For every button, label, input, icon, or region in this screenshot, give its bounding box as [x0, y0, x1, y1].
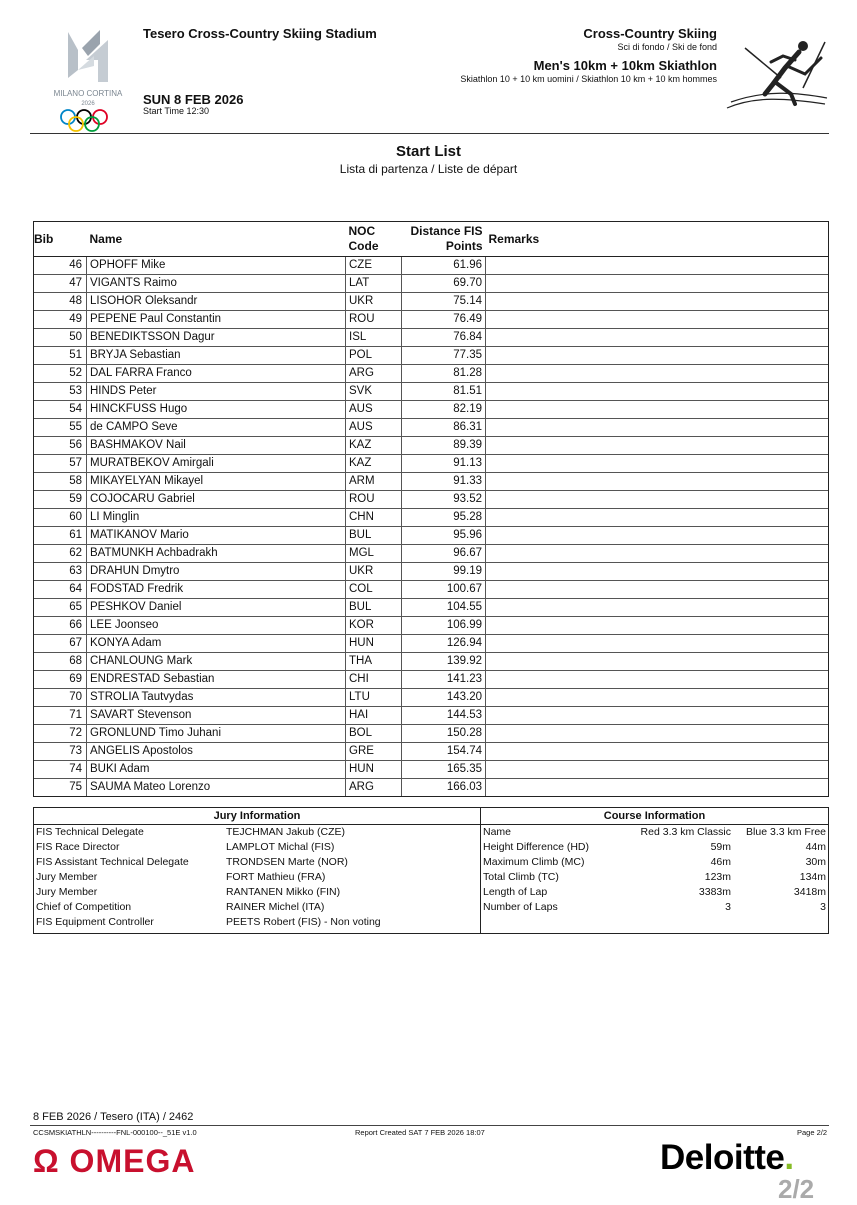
- deloitte-logo: [660, 1138, 794, 1178]
- course-red-value: Red 3.3 km Classic: [640, 826, 731, 838]
- page-number-large: 2/2: [778, 1174, 815, 1204]
- jury-person: RANTANEN Mikko (FIN): [226, 886, 341, 898]
- cell-noc: LTU: [346, 689, 402, 707]
- cell-fis: 141.23: [402, 671, 486, 689]
- milano-cortina-logo: [38, 20, 138, 135]
- col-fis-line1: Distance FIS: [410, 224, 483, 238]
- cell-fis: 166.03: [402, 779, 486, 797]
- logo-year: 2026: [81, 101, 95, 107]
- cell-remarks: [486, 779, 829, 797]
- cell-remarks: [486, 707, 829, 725]
- info-section: [33, 807, 829, 934]
- jury-role: FIS Assistant Technical Delegate: [36, 856, 189, 868]
- cell-fis: 100.67: [402, 581, 486, 599]
- cell-bib: 72: [34, 725, 87, 743]
- table-header-row: [34, 222, 828, 257]
- cell-fis: 95.28: [402, 509, 486, 527]
- cell-remarks: [486, 689, 829, 707]
- cell-bib: 50: [34, 329, 87, 347]
- start-list-table: [33, 221, 829, 797]
- sport-block: [460, 26, 717, 84]
- table-row: [34, 275, 828, 293]
- footer-divider: [30, 1125, 829, 1126]
- cell-noc: BUL: [346, 527, 402, 545]
- table-row: [34, 689, 828, 707]
- cell-noc: POL: [346, 347, 402, 365]
- cell-name: DAL FARRA Franco: [87, 365, 346, 383]
- jury-row: [34, 840, 480, 855]
- table-row: [34, 743, 828, 761]
- cell-bib: 57: [34, 455, 87, 473]
- course-title: Course Information: [481, 808, 828, 825]
- cell-fis: 81.51: [402, 383, 486, 401]
- table-row: [34, 707, 828, 725]
- cell-name: MURATBEKOV Amirgali: [87, 455, 346, 473]
- cell-bib: 61: [34, 527, 87, 545]
- sport-name: Cross-Country Skiing: [583, 26, 717, 41]
- cell-bib: 56: [34, 437, 87, 455]
- table-row: [34, 671, 828, 689]
- table-row: [34, 545, 828, 563]
- cell-noc: KAZ: [346, 455, 402, 473]
- course-red-value: 3383m: [698, 886, 731, 898]
- cell-name: LI Minglin: [87, 509, 346, 527]
- cell-remarks: [486, 761, 829, 779]
- cell-remarks: [486, 635, 829, 653]
- cell-name: STROLIA Tautvydas: [87, 689, 346, 707]
- event-name: Men's 10km + 10km Skiathlon: [533, 58, 717, 73]
- cell-bib: 51: [34, 347, 87, 365]
- cell-remarks: [486, 581, 829, 599]
- cell-fis: 86.31: [402, 419, 486, 437]
- cell-remarks: [486, 653, 829, 671]
- cell-bib: 52: [34, 365, 87, 383]
- jury-row: [34, 915, 480, 930]
- col-noc: [346, 222, 402, 257]
- cell-bib: 58: [34, 473, 87, 491]
- table-row: [34, 401, 828, 419]
- cell-fis: 69.70: [402, 275, 486, 293]
- table-row: [34, 527, 828, 545]
- cell-fis: 99.19: [402, 563, 486, 581]
- course-red-value: 59m: [710, 841, 731, 853]
- cell-bib: 63: [34, 563, 87, 581]
- cell-fis: 91.13: [402, 455, 486, 473]
- cell-name: BENEDIKTSSON Dagur: [87, 329, 346, 347]
- cell-name: VIGANTS Raimo: [87, 275, 346, 293]
- cell-remarks: [486, 545, 829, 563]
- cell-remarks: [486, 311, 829, 329]
- cell-bib: 55: [34, 419, 87, 437]
- cell-bib: 66: [34, 617, 87, 635]
- course-red-value: 46m: [710, 856, 731, 868]
- cell-bib: 47: [34, 275, 87, 293]
- table-row: [34, 581, 828, 599]
- cell-noc: ARG: [346, 779, 402, 797]
- col-noc-line1: NOC: [348, 224, 376, 238]
- course-blue-value: 134m: [799, 871, 826, 883]
- cell-noc: HAI: [346, 707, 402, 725]
- cell-name: MIKAYELYAN Mikayel: [87, 473, 346, 491]
- col-name: Name: [87, 222, 346, 257]
- col-fis-line2: Points: [445, 239, 483, 253]
- cell-bib: 70: [34, 689, 87, 707]
- cell-noc: BOL: [346, 725, 402, 743]
- cell-noc: LAT: [346, 275, 402, 293]
- jury-title: Jury Information: [34, 808, 480, 825]
- cell-noc: UKR: [346, 293, 402, 311]
- course-label: Length of Lap: [483, 886, 548, 898]
- cell-fis: 106.99: [402, 617, 486, 635]
- deloitte-dot-icon: .: [784, 1138, 794, 1177]
- cell-bib: 48: [34, 293, 87, 311]
- cell-remarks: [486, 455, 829, 473]
- cell-name: KONYA Adam: [87, 635, 346, 653]
- course-blue-value: 3: [820, 901, 826, 913]
- table-row: [34, 257, 828, 275]
- cell-remarks: [486, 563, 829, 581]
- cell-fis: 150.28: [402, 725, 486, 743]
- table-row: [34, 419, 828, 437]
- cell-remarks: [486, 725, 829, 743]
- table-row: [34, 455, 828, 473]
- cell-remarks: [486, 329, 829, 347]
- header-divider: [30, 133, 829, 134]
- cell-remarks: [486, 509, 829, 527]
- cell-name: BATMUNKH Achbadrakh: [87, 545, 346, 563]
- cell-noc: THA: [346, 653, 402, 671]
- col-fis: [402, 222, 486, 257]
- cell-bib: 64: [34, 581, 87, 599]
- course-blue-value: Blue 3.3 km Free: [746, 826, 826, 838]
- cell-name: CHANLOUNG Mark: [87, 653, 346, 671]
- cell-name: SAUMA Mateo Lorenzo: [87, 779, 346, 797]
- cell-remarks: [486, 473, 829, 491]
- cell-bib: 60: [34, 509, 87, 527]
- cell-noc: HUN: [346, 635, 402, 653]
- jury-role: Jury Member: [36, 886, 98, 898]
- table-row: [34, 311, 828, 329]
- cell-remarks: [486, 617, 829, 635]
- cell-fis: 89.39: [402, 437, 486, 455]
- cell-noc: HUN: [346, 761, 402, 779]
- cell-fis: 154.74: [402, 743, 486, 761]
- cell-noc: ROU: [346, 311, 402, 329]
- cell-remarks: [486, 275, 829, 293]
- cell-remarks: [486, 419, 829, 437]
- course-label: Total Climb (TC): [483, 871, 559, 883]
- cell-noc: MGL: [346, 545, 402, 563]
- cell-name: OPHOFF Mike: [87, 257, 346, 275]
- footer-report-created: Report Created SAT 7 FEB 2026 18:07: [355, 1128, 485, 1137]
- table-row: [34, 725, 828, 743]
- table-row: [34, 293, 828, 311]
- jury-row: [34, 825, 480, 840]
- col-remarks: Remarks: [486, 222, 829, 257]
- cell-fis: 144.53: [402, 707, 486, 725]
- jury-person: LAMPLOT Michal (FIS): [226, 841, 335, 853]
- course-label: Height Difference (HD): [483, 841, 590, 853]
- course-row: [481, 840, 828, 855]
- sport-translation: Sci di fondo / Ski de fond: [617, 42, 717, 52]
- cell-bib: 74: [34, 761, 87, 779]
- cell-bib: 53: [34, 383, 87, 401]
- course-blue-value: 30m: [805, 856, 826, 868]
- jury-role: FIS Race Director: [36, 841, 120, 853]
- col-noc-line2: Code: [348, 239, 379, 253]
- course-row: [481, 885, 828, 900]
- olympic-rings-icon: [61, 110, 107, 131]
- cell-bib: 46: [34, 257, 87, 275]
- cell-fis: 143.20: [402, 689, 486, 707]
- cell-remarks: [486, 401, 829, 419]
- event-translation: Skiathlon 10 + 10 km uomini / Skiathlon 10 km + 10 km hommes: [460, 74, 717, 84]
- cell-name: ANGELIS Apostolos: [87, 743, 346, 761]
- jury-information: [34, 808, 481, 933]
- cell-remarks: [486, 599, 829, 617]
- cell-name: PESHKOV Daniel: [87, 599, 346, 617]
- cell-noc: BUL: [346, 599, 402, 617]
- venue-name: Tesero Cross-Country Skiing Stadium: [143, 26, 377, 41]
- table-row: [34, 347, 828, 365]
- cell-bib: 73: [34, 743, 87, 761]
- cell-noc: ROU: [346, 491, 402, 509]
- omega-symbol-icon: Ω: [33, 1143, 70, 1179]
- course-row: [481, 870, 828, 885]
- jury-row: [34, 900, 480, 915]
- table-row: [34, 599, 828, 617]
- cell-fis: 76.84: [402, 329, 486, 347]
- start-time: Start Time 12:30: [143, 106, 210, 116]
- cell-remarks: [486, 743, 829, 761]
- course-blue-value: 44m: [805, 841, 826, 853]
- cell-name: COJOCARU Gabriel: [87, 491, 346, 509]
- course-information: [481, 808, 828, 933]
- cell-name: HINDS Peter: [87, 383, 346, 401]
- cell-remarks: [486, 347, 829, 365]
- cell-remarks: [486, 365, 829, 383]
- omega-wordmark: OMEGA: [69, 1143, 196, 1179]
- cell-fis: 61.96: [402, 257, 486, 275]
- skier-pictogram-icon: [725, 38, 828, 113]
- cell-fis: 91.33: [402, 473, 486, 491]
- jury-person: FORT Mathieu (FRA): [226, 871, 326, 883]
- cell-name: de CAMPO Seve: [87, 419, 346, 437]
- jury-row: [34, 855, 480, 870]
- jury-person: TEJCHMAN Jakub (CZE): [226, 826, 346, 838]
- table-row: [34, 365, 828, 383]
- cell-remarks: [486, 257, 829, 275]
- cell-remarks: [486, 383, 829, 401]
- cell-fis: 82.19: [402, 401, 486, 419]
- cell-bib: 69: [34, 671, 87, 689]
- cell-fis: 77.35: [402, 347, 486, 365]
- cell-fis: 104.55: [402, 599, 486, 617]
- jury-person: TRONDSEN Marte (NOR): [226, 856, 348, 868]
- course-row: [481, 855, 828, 870]
- cell-fis: 76.49: [402, 311, 486, 329]
- cell-name: GRONLUND Timo Juhani: [87, 725, 346, 743]
- cell-fis: 96.67: [402, 545, 486, 563]
- document-title: [0, 143, 857, 176]
- course-red-value: 3: [725, 901, 731, 913]
- cell-fis: 81.28: [402, 365, 486, 383]
- cell-fis: 95.96: [402, 527, 486, 545]
- footer-code: CCSMSKIATHLN----------FNL-000100--_51E v1.0: [33, 1128, 197, 1137]
- table-row: [34, 491, 828, 509]
- cell-noc: ARM: [346, 473, 402, 491]
- cell-bib: 54: [34, 401, 87, 419]
- cell-bib: 71: [34, 707, 87, 725]
- table-row: [34, 779, 828, 797]
- cell-bib: 59: [34, 491, 87, 509]
- course-blue-value: 3418m: [793, 886, 826, 898]
- jury-person: PEETS Robert (FIS) - Non voting: [226, 916, 381, 928]
- jury-role: FIS Technical Delegate: [36, 826, 144, 838]
- cell-bib: 75: [34, 779, 87, 797]
- deloitte-wordmark: Deloitte: [660, 1138, 785, 1177]
- course-row: [481, 900, 828, 915]
- cell-bib: 68: [34, 653, 87, 671]
- cell-remarks: [486, 437, 829, 455]
- course-row: [481, 825, 828, 840]
- table-row: [34, 617, 828, 635]
- cell-bib: 62: [34, 545, 87, 563]
- jury-role: Chief of Competition: [36, 901, 132, 913]
- cell-name: ENDRESTAD Sebastian: [87, 671, 346, 689]
- table-row: [34, 329, 828, 347]
- cell-bib: 49: [34, 311, 87, 329]
- cell-name: BUKI Adam: [87, 761, 346, 779]
- cell-name: MATIKANOV Mario: [87, 527, 346, 545]
- cell-noc: KAZ: [346, 437, 402, 455]
- table-row: [34, 437, 828, 455]
- cell-bib: 65: [34, 599, 87, 617]
- cell-noc: ISL: [346, 329, 402, 347]
- cell-remarks: [486, 527, 829, 545]
- cell-noc: GRE: [346, 743, 402, 761]
- footer-location: 8 FEB 2026 / Tesero (ITA) / 2462: [33, 1111, 194, 1123]
- omega-logo: [33, 1143, 195, 1180]
- cell-noc: UKR: [346, 563, 402, 581]
- event-date: SUN 8 FEB 2026: [143, 92, 244, 107]
- cell-remarks: [486, 671, 829, 689]
- jury-role: FIS Equipment Controller: [36, 916, 154, 928]
- cell-noc: AUS: [346, 419, 402, 437]
- table-row: [34, 761, 828, 779]
- course-label: Maximum Climb (MC): [483, 856, 585, 868]
- cell-name: LISOHOR Oleksandr: [87, 293, 346, 311]
- jury-role: Jury Member: [36, 871, 98, 883]
- cell-name: BASHMAKOV Nail: [87, 437, 346, 455]
- cell-name: HINCKFUSS Hugo: [87, 401, 346, 419]
- cell-noc: CHI: [346, 671, 402, 689]
- logo-text: MILANO CORTINA: [53, 89, 123, 98]
- cell-name: PEPENE Paul Constantin: [87, 311, 346, 329]
- cell-fis: 165.35: [402, 761, 486, 779]
- cell-fis: 139.92: [402, 653, 486, 671]
- col-bib: Bib: [34, 222, 87, 257]
- title-subtitle: Lista di partenza / Liste de départ: [339, 162, 518, 176]
- table-row: [34, 563, 828, 581]
- cell-name: LEE Joonseo: [87, 617, 346, 635]
- jury-row: [34, 885, 480, 900]
- title-main: Start List: [395, 143, 461, 160]
- cell-fis: 93.52: [402, 491, 486, 509]
- cell-noc: COL: [346, 581, 402, 599]
- cell-noc: CZE: [346, 257, 402, 275]
- cell-noc: ARG: [346, 365, 402, 383]
- course-label: Name: [483, 826, 512, 838]
- cell-name: SAVART Stevenson: [87, 707, 346, 725]
- cell-fis: 75.14: [402, 293, 486, 311]
- table-row: [34, 653, 828, 671]
- jury-person: RAINER Michel (ITA): [226, 901, 325, 913]
- cell-noc: SVK: [346, 383, 402, 401]
- cell-noc: KOR: [346, 617, 402, 635]
- cell-fis: 126.94: [402, 635, 486, 653]
- cell-bib: 67: [34, 635, 87, 653]
- cell-name: FODSTAD Fredrik: [87, 581, 346, 599]
- table-row: [34, 635, 828, 653]
- cell-noc: AUS: [346, 401, 402, 419]
- course-label: Number of Laps: [483, 901, 558, 913]
- footer-page: Page 2/2: [796, 1128, 827, 1137]
- cell-noc: CHN: [346, 509, 402, 527]
- table-row: [34, 473, 828, 491]
- cell-remarks: [486, 491, 829, 509]
- cell-remarks: [486, 293, 829, 311]
- cell-name: DRAHUN Dmytro: [87, 563, 346, 581]
- cell-name: BRYJA Sebastian: [87, 347, 346, 365]
- table-row: [34, 509, 828, 527]
- table-row: [34, 383, 828, 401]
- jury-row: [34, 870, 480, 885]
- course-red-value: 123m: [704, 871, 731, 883]
